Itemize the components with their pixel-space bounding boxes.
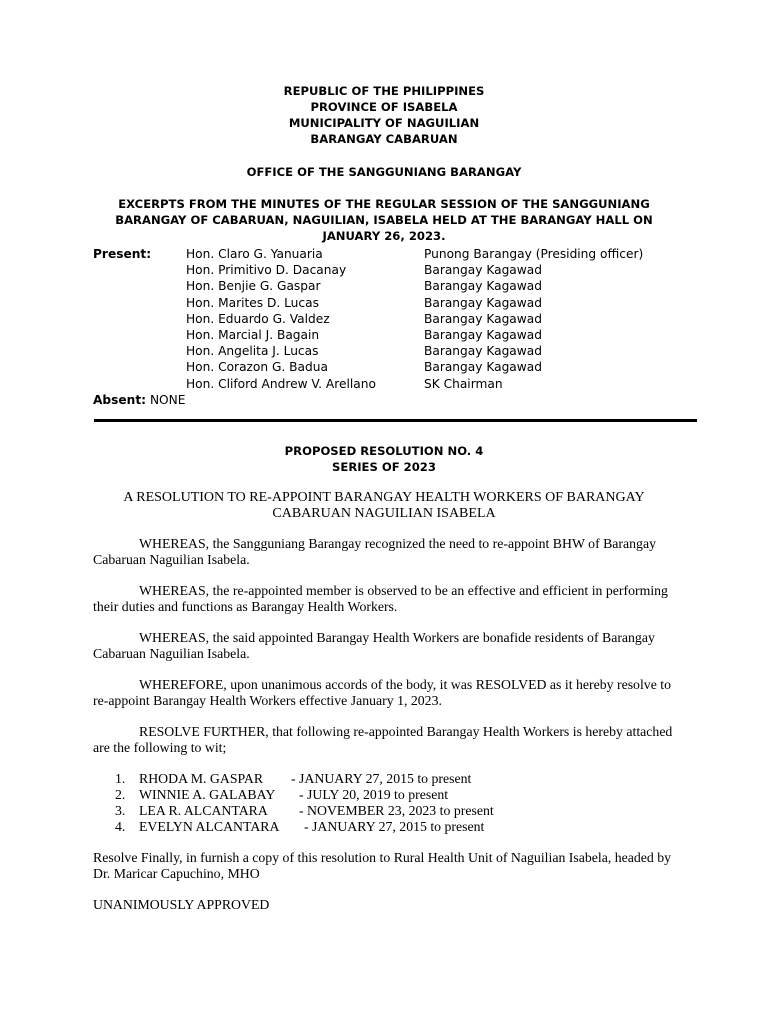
letterhead-province: PROVINCE OF ISABELA [310,100,458,114]
member-name: Hon. Benjie G. Gaspar [186,279,321,294]
member-row [186,327,606,343]
member-name: Hon. Corazon G. Badua [186,360,328,375]
member-position: Barangay Kagawad [424,295,542,310]
member-row [186,278,606,294]
member-row [186,343,606,359]
list-number: 2. [115,787,126,803]
member-name: Hon. Primitivo D. Dacanay [186,263,347,278]
member-position: Barangay Kagawad [424,344,542,359]
horizontal-divider [94,419,697,422]
list-item [93,803,683,819]
list-number: 1. [115,771,126,787]
member-name: Hon. Angelita J. Lucas [186,344,319,359]
health-workers-list [93,771,683,834]
letterhead-barangay: BARANGAY CABARUAN [310,132,458,146]
worker-name: EVELYN ALCANTARA [139,818,280,834]
worker-name: WINNIE A. GALABAY [139,787,276,803]
resolution-body [93,536,683,913]
list-item [93,787,683,803]
letterhead [0,83,768,147]
member-name: Hon. Cliford Andrew V. Arellano [186,376,376,391]
worker-date: - JANUARY 27, 2015 to present [304,818,485,834]
member-position: Barangay Kagawad [424,360,542,375]
member-row [186,262,606,278]
member-row [186,311,606,327]
approval-status: UNANIMOUSLY APPROVED [93,897,270,913]
member-name: Hon. Claro G. Yanuaria [186,247,323,261]
letterhead-municipality: MUNICIPALITY OF NAGUILIAN [288,116,480,130]
member-name: Hon. Eduardo G. Valdez [186,311,330,326]
worker-date: - JANUARY 27, 2015 to present [291,771,472,787]
member-position: Barangay Kagawad [424,311,542,326]
member-position: SK Chairman [424,376,503,391]
resolve-further-paragraph: RESOLVE FURTHER, that following re-appointed Barangay Health Workers is hereby attached are the following to wit; [93,724,673,756]
member-name: Hon. Marites D. Lucas [186,295,319,310]
present-label: Present: [93,247,152,261]
list-item [93,771,683,787]
absent-line [93,392,185,408]
member-row [186,359,606,375]
member-position: Barangay Kagawad [424,263,542,278]
absent-value: NONE [149,393,186,407]
resolution-title: A RESOLUTION TO RE-APPOINT BARANGAY HEALTH WORKERS OF BARANGAY CABARUAN NAGUILIAN ISABELA [123,490,645,521]
resolution-number: PROPOSED RESOLUTION NO. 4 [284,444,484,458]
worker-date: - JULY 20, 2019 to present [299,787,449,803]
list-item [93,819,683,835]
worker-date: - NOVEMBER 23, 2023 to present [299,803,494,819]
member-position: Barangay Kagawad [424,327,542,342]
office-title: OFFICE OF THE SANGGUNIANG BARANGAY [246,165,522,179]
member-name: Hon. Marcial J. Bagain [186,327,320,342]
wherefore-paragraph: WHEREFORE, upon unanimous accords of the body, it was RESOLVED as it hereby resolve to re-appoint Barangay Health Workers effective January 1, 2023. [93,677,671,709]
resolution-series: SERIES OF 2023 [332,460,436,474]
whereas-paragraph: WHEREAS, the Sangguniang Barangay recognized the need to re-appoint BHW of Barangay Cabaruan Naguilian Isabela. [93,536,656,567]
member-position: Punong Barangay (Presiding officer) [424,247,644,261]
worker-name: RHODA M. GASPAR [139,771,264,787]
whereas-paragraph: WHEREAS, the re-appointed member is observed to be an effective and efficient in performing their duties and functions as Barangay Health Workers. [93,583,668,614]
members-list [186,246,644,392]
minutes-excerpt-heading: EXCERPTS FROM THE MINUTES OF THE REGULAR SESSION OF THE SANGGUNIANG BARANGAY OF CABARUAN, NAGUILIAN, ISABELA HELD AT THE BARANGAY HALL ON JANUARY 26, 2023. [115,197,653,243]
member-row [186,376,606,392]
list-number: 4. [115,818,126,834]
member-row [186,295,606,311]
member-row [186,246,644,262]
resolution-heading [0,443,768,475]
list-number: 3. [115,803,126,819]
member-position: Barangay Kagawad [424,279,542,294]
absent-label: Absent: [93,393,147,407]
letterhead-republic: REPUBLIC OF THE PHILIPPINES [283,84,485,98]
resolve-finally-paragraph: Resolve Finally, in furnish a copy of this resolution to Rural Health Unit of Naguilian Isabela, headed by Dr. Maricar Capuchino, MHO [93,850,672,881]
whereas-paragraph: WHEREAS, the said appointed Barangay Health Workers are bonafide residents of Barangay Cabaruan Naguilian Isabela. [93,630,655,661]
worker-name: LEA R. ALCANTARA [139,803,268,819]
